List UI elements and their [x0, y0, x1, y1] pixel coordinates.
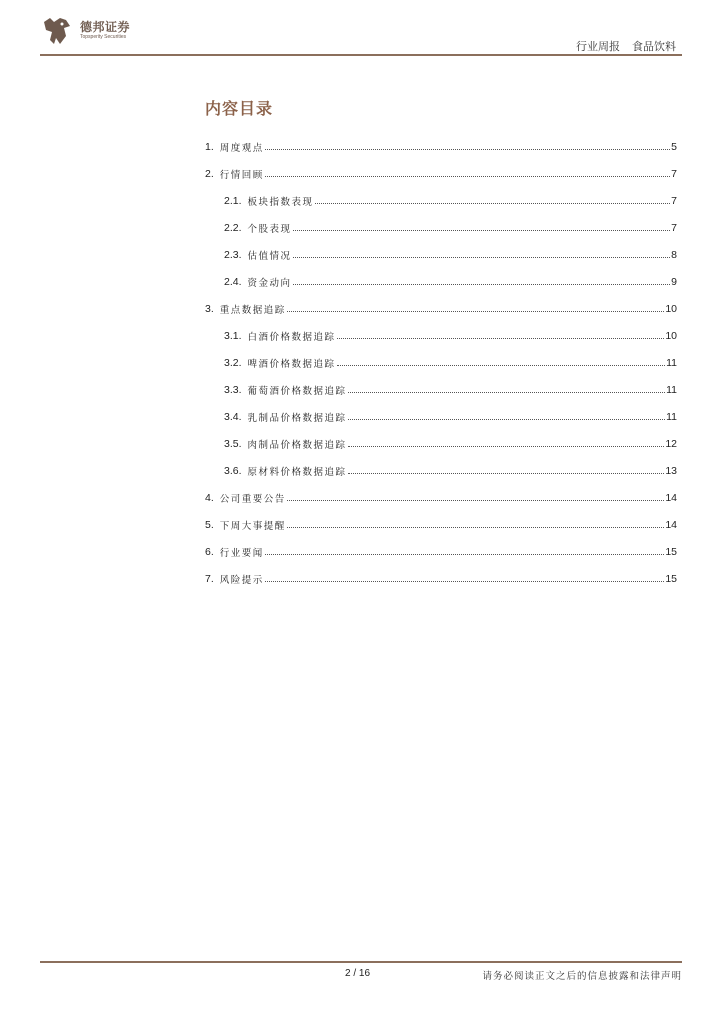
toc-dot-leader: [315, 203, 671, 204]
toc-title: 内容目录: [205, 99, 274, 118]
toc-entry-page: 15: [665, 572, 677, 585]
toc-entry[interactable]: [205, 268, 677, 295]
toc-entry-page: 7: [671, 221, 677, 234]
toc-dot-leader: [337, 338, 665, 339]
toc-entry[interactable]: [205, 457, 677, 484]
toc-dot-leader: [348, 446, 665, 447]
toc-entry-number: 2.2.: [224, 221, 242, 234]
toc-entry[interactable]: [205, 511, 677, 538]
toc-entry-number: 3.4.: [224, 410, 242, 423]
toc-entry-title: 风险提示: [219, 574, 264, 586]
toc-entry-page: 10: [665, 302, 677, 315]
toc-entry-page: 14: [665, 518, 677, 531]
toc-entry-number: 1.: [205, 140, 214, 153]
toc-entry[interactable]: [205, 538, 677, 565]
toc-entry-title: 资金动向: [247, 277, 292, 289]
toc-entry-title: 原材料价格数据追踪: [247, 466, 347, 478]
toc-entry-page: 9: [671, 275, 677, 288]
toc-dot-leader: [348, 419, 666, 420]
logo-chinese-name: 德邦证券: [80, 20, 131, 34]
toc-entry-title: 肉制品价格数据追踪: [247, 439, 347, 451]
logo-english-name: Topsperity Securities: [80, 34, 127, 40]
toc-dot-leader: [287, 500, 665, 501]
toc-entry-page: 7: [671, 167, 677, 180]
header-divider: [40, 54, 682, 56]
toc-entry-number: 2.: [205, 167, 214, 180]
toc-dot-leader: [265, 581, 665, 582]
report-type-label: 行业周报: [576, 40, 620, 53]
toc-entry[interactable]: [205, 430, 677, 457]
toc-entry-title: 葡萄酒价格数据追踪: [247, 385, 347, 397]
toc-entry-number: 2.1.: [224, 194, 242, 207]
toc-entry-page: 5: [671, 140, 677, 153]
toc-entry-number: 3.6.: [224, 464, 242, 477]
page-header: [0, 0, 724, 60]
toc-entry-title: 估值情况: [247, 250, 292, 262]
toc-dot-leader: [348, 392, 666, 393]
toc-dot-leader: [265, 149, 670, 150]
toc-entry[interactable]: [205, 565, 677, 592]
toc-entry-title: 行业要闻: [219, 547, 264, 559]
toc-entry-title: 重点数据追踪: [219, 304, 286, 316]
toc-dot-leader: [293, 230, 671, 231]
toc-entry-number: 2.4.: [224, 275, 242, 288]
toc-entry-page: 7: [671, 194, 677, 207]
toc-entry-number: 3.2.: [224, 356, 242, 369]
sector-label: 食品饮料: [632, 40, 676, 53]
page-indicator: 2 / 16: [345, 968, 371, 979]
toc-entry-number: 5.: [205, 518, 214, 531]
toc-entry-page: 14: [665, 491, 677, 504]
deer-logo-icon: [40, 14, 74, 48]
toc-entry-number: 3.1.: [224, 329, 242, 342]
toc-entry[interactable]: [205, 241, 677, 268]
toc-dot-leader: [293, 257, 671, 258]
toc-entry-title: 个股表现: [247, 223, 292, 235]
toc-entry-page: 12: [665, 437, 677, 450]
toc-entry-number: 3.: [205, 302, 214, 315]
legal-disclaimer: 请务必阅读正文之后的信息披露和法律声明: [482, 971, 682, 982]
toc-entry-page: 15: [665, 545, 677, 558]
company-logo: [40, 14, 150, 50]
toc-entry-number: 4.: [205, 491, 214, 504]
toc-entry-number: 7.: [205, 572, 214, 585]
toc-entry-page: 10: [665, 329, 677, 342]
toc-entry-title: 行情回顾: [219, 169, 264, 181]
toc-entry-title: 下周大事提醒: [219, 520, 286, 532]
toc-entry[interactable]: [205, 295, 677, 322]
toc-entry[interactable]: [205, 376, 677, 403]
toc-dot-leader: [293, 284, 671, 285]
toc-dot-leader: [265, 554, 665, 555]
report-category: [576, 38, 676, 54]
toc-entry-page: 8: [671, 248, 677, 261]
toc-entry[interactable]: [205, 160, 677, 187]
toc-entry-title: 公司重要公告: [219, 493, 286, 505]
toc-entry[interactable]: [205, 133, 677, 160]
toc-entry-number: 3.5.: [224, 437, 242, 450]
toc-entry-title: 啤酒价格数据追踪: [247, 358, 336, 370]
toc-entry-number: 6.: [205, 545, 214, 558]
toc-entry-page: 11: [666, 410, 677, 423]
toc-entry-title: 周度观点: [219, 142, 264, 154]
toc-entry-title: 板块指数表现: [247, 196, 314, 208]
toc-entry-number: 2.3.: [224, 248, 242, 261]
toc-entry-title: 白酒价格数据追踪: [247, 331, 336, 343]
toc-entry[interactable]: [205, 403, 677, 430]
toc-dot-leader: [265, 176, 670, 177]
toc-dot-leader: [287, 527, 665, 528]
toc-dot-leader: [348, 473, 665, 474]
footer-divider: [40, 961, 682, 963]
toc-entry[interactable]: [205, 349, 677, 376]
toc-dot-leader: [337, 365, 666, 366]
table-of-contents: [205, 133, 677, 592]
toc-entry[interactable]: [205, 484, 677, 511]
toc-entry[interactable]: [205, 322, 677, 349]
toc-entry[interactable]: [205, 214, 677, 241]
toc-entry-number: 3.3.: [224, 383, 242, 396]
toc-entry-page: 13: [665, 464, 677, 477]
toc-dot-leader: [287, 311, 665, 312]
toc-entry-page: 11: [666, 356, 677, 369]
toc-entry[interactable]: [205, 187, 677, 214]
toc-entry-title: 乳制品价格数据追踪: [247, 412, 347, 424]
toc-entry-page: 11: [666, 383, 677, 396]
